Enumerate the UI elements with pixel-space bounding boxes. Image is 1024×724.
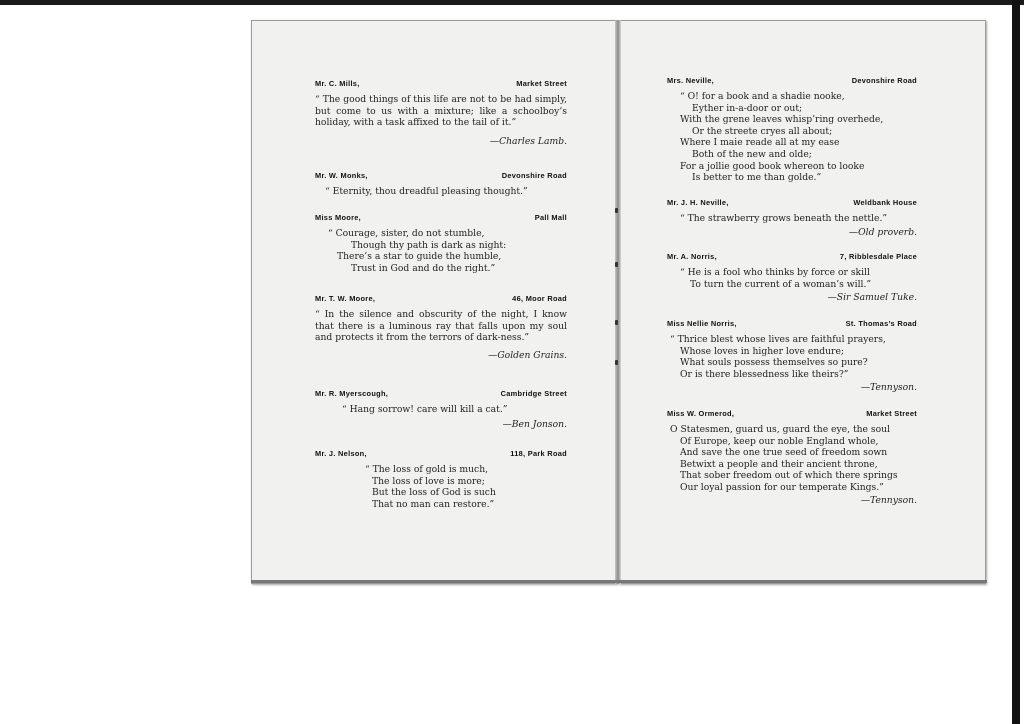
quote-line: Betwixt a people and their ancient throne,	[680, 458, 878, 470]
entry-ormerod	[667, 409, 917, 506]
book-gutter	[615, 20, 621, 584]
entry-address: Devonshire Road	[851, 76, 917, 85]
entry-address: Market Street	[516, 79, 567, 88]
quote-line: Whose loves in higher love endure;	[680, 345, 844, 357]
entry-moore	[315, 213, 567, 274]
entry-attribution: —Old proverb.	[848, 226, 917, 238]
scan-right-edge	[1012, 0, 1020, 724]
quote-line: Though thy path is dark as night:	[351, 239, 507, 251]
quote-line: “ In the silence and obscurity of the night, I know that there is a luminous ray that falls upon my soul and protects it from the terrors of dark-ness.”	[315, 309, 567, 344]
entry-address: 46, Moor Road	[512, 294, 567, 303]
entry-attribution: —Tennyson.	[860, 382, 917, 394]
entry-name: Mr. W. Monks,	[315, 171, 368, 180]
quote-line: The loss of love is more;	[372, 475, 485, 487]
page-bottom-edge	[251, 580, 987, 583]
quote-line: Where I maie reade all at my ease	[680, 137, 840, 149]
quote-line: Is better to me than golde.”	[692, 172, 822, 184]
quote-line: Our loyal passion for our temperate Kings.”	[680, 481, 884, 493]
entry-address: St. Thomas’s Road	[845, 319, 917, 328]
entry-name: Mr. J. Nelson,	[315, 449, 367, 458]
quote-line: “ The loss of gold is much,	[365, 464, 489, 475]
entry-attribution: —Sir Samuel Tuke.	[827, 292, 917, 304]
quote-line: With the grene leaves whisp’ring overhede,	[680, 114, 884, 126]
entry-mrs-neville	[667, 76, 917, 184]
entry-address: Pall Mall	[534, 213, 567, 222]
quote-line: There’s a star to guide the humble,	[337, 251, 502, 263]
entry-address: Devonshire Road	[501, 171, 567, 180]
entry-j-h-neville	[667, 198, 917, 238]
entry-nelson	[315, 449, 567, 510]
entry-address: Weldbank House	[853, 198, 917, 207]
binding-stitch	[615, 320, 618, 325]
entry-attribution: —Tennyson.	[860, 494, 917, 506]
quote-line: And save the one true seed of freedom sown	[680, 447, 888, 459]
quote-line: That sober freedom out of which there springs	[680, 470, 898, 482]
entry-nellie-norris	[667, 319, 917, 393]
quote-line: “ The good things of this life are not to be had simply, but come to us with a mixture; like a schoolboy’s holiday, with a task affixed to the tail of it.”	[315, 94, 567, 129]
entry-address: 118, Park Road	[510, 449, 567, 458]
entry-name: Miss Nellie Norris,	[667, 319, 737, 328]
entry-name: Mr. T. W. Moore,	[315, 294, 376, 303]
quote-line: That no man can restore.”	[372, 498, 495, 510]
quote-line: “ Courage, sister, do not stumble,	[328, 228, 485, 239]
entry-name: Mr. J. H. Neville,	[667, 198, 729, 207]
entry-attribution: —Charles Lamb.	[489, 135, 567, 147]
quote-line: For a jollie good book whereon to looke	[680, 160, 865, 172]
entry-name: Miss W. Ormerod,	[667, 409, 735, 418]
quote-line: But the loss of God is such	[372, 487, 496, 499]
entry-name: Mrs. Neville,	[667, 76, 715, 85]
binding-stitch	[615, 208, 618, 213]
quote-line: Both of the new and olde;	[692, 148, 812, 160]
quote-line: Of Europe, keep our noble England whole,	[680, 435, 879, 447]
quote-line: Or is there blessedness like theirs?”	[680, 368, 849, 380]
entry-address: Market Street	[866, 409, 917, 418]
entry-attribution: —Golden Grains.	[488, 349, 567, 361]
binding-stitch	[615, 360, 618, 365]
entry-address: 7, Ribblesdale Place	[839, 252, 917, 261]
quote-line: “ O! for a book and a shadie nooke,	[680, 91, 845, 102]
binding-stitch	[615, 262, 618, 267]
quote-line: “ Hang sorrow! care will kill a cat.”	[342, 404, 508, 415]
entry-name: Mr. C. Mills,	[315, 79, 360, 88]
entry-a-norris	[667, 252, 917, 303]
entry-monks	[315, 171, 567, 198]
entry-t-w-moore	[315, 294, 567, 361]
quote-line: “ Thrice blest whose lives are faithful prayers,	[670, 334, 886, 345]
entry-name: Mr. A. Norris,	[667, 252, 717, 261]
entry-myerscough	[315, 389, 567, 430]
entry-attribution: —Ben Jonson.	[502, 418, 567, 430]
quote-line: O Statesmen, guard us, guard the eye, the soul	[670, 424, 891, 435]
quote-line: What souls possess themselves so pure?	[680, 357, 868, 369]
quote-line: Eyther in-a-door or out;	[692, 102, 803, 114]
quote-line: Trust in God and do the right.”	[351, 262, 496, 274]
quote-line: “ Eternity, thou dreadful pleasing thought.”	[325, 186, 528, 197]
entry-name: Miss Moore,	[315, 213, 362, 222]
entry-name: Mr. R. Myerscough,	[315, 389, 389, 398]
quote-line: Or the streete cryes all about;	[692, 125, 833, 137]
scan-top-edge	[0, 0, 1024, 8]
quote-line: “ The strawberry grows beneath the nettle.”	[680, 213, 888, 224]
quote-line: To turn the current of a woman’s will.”	[690, 278, 872, 290]
quote-line: “ He is a fool who thinks by force or skill	[680, 267, 870, 278]
entry-mills	[315, 79, 567, 147]
entry-address: Cambridge Street	[500, 389, 567, 398]
